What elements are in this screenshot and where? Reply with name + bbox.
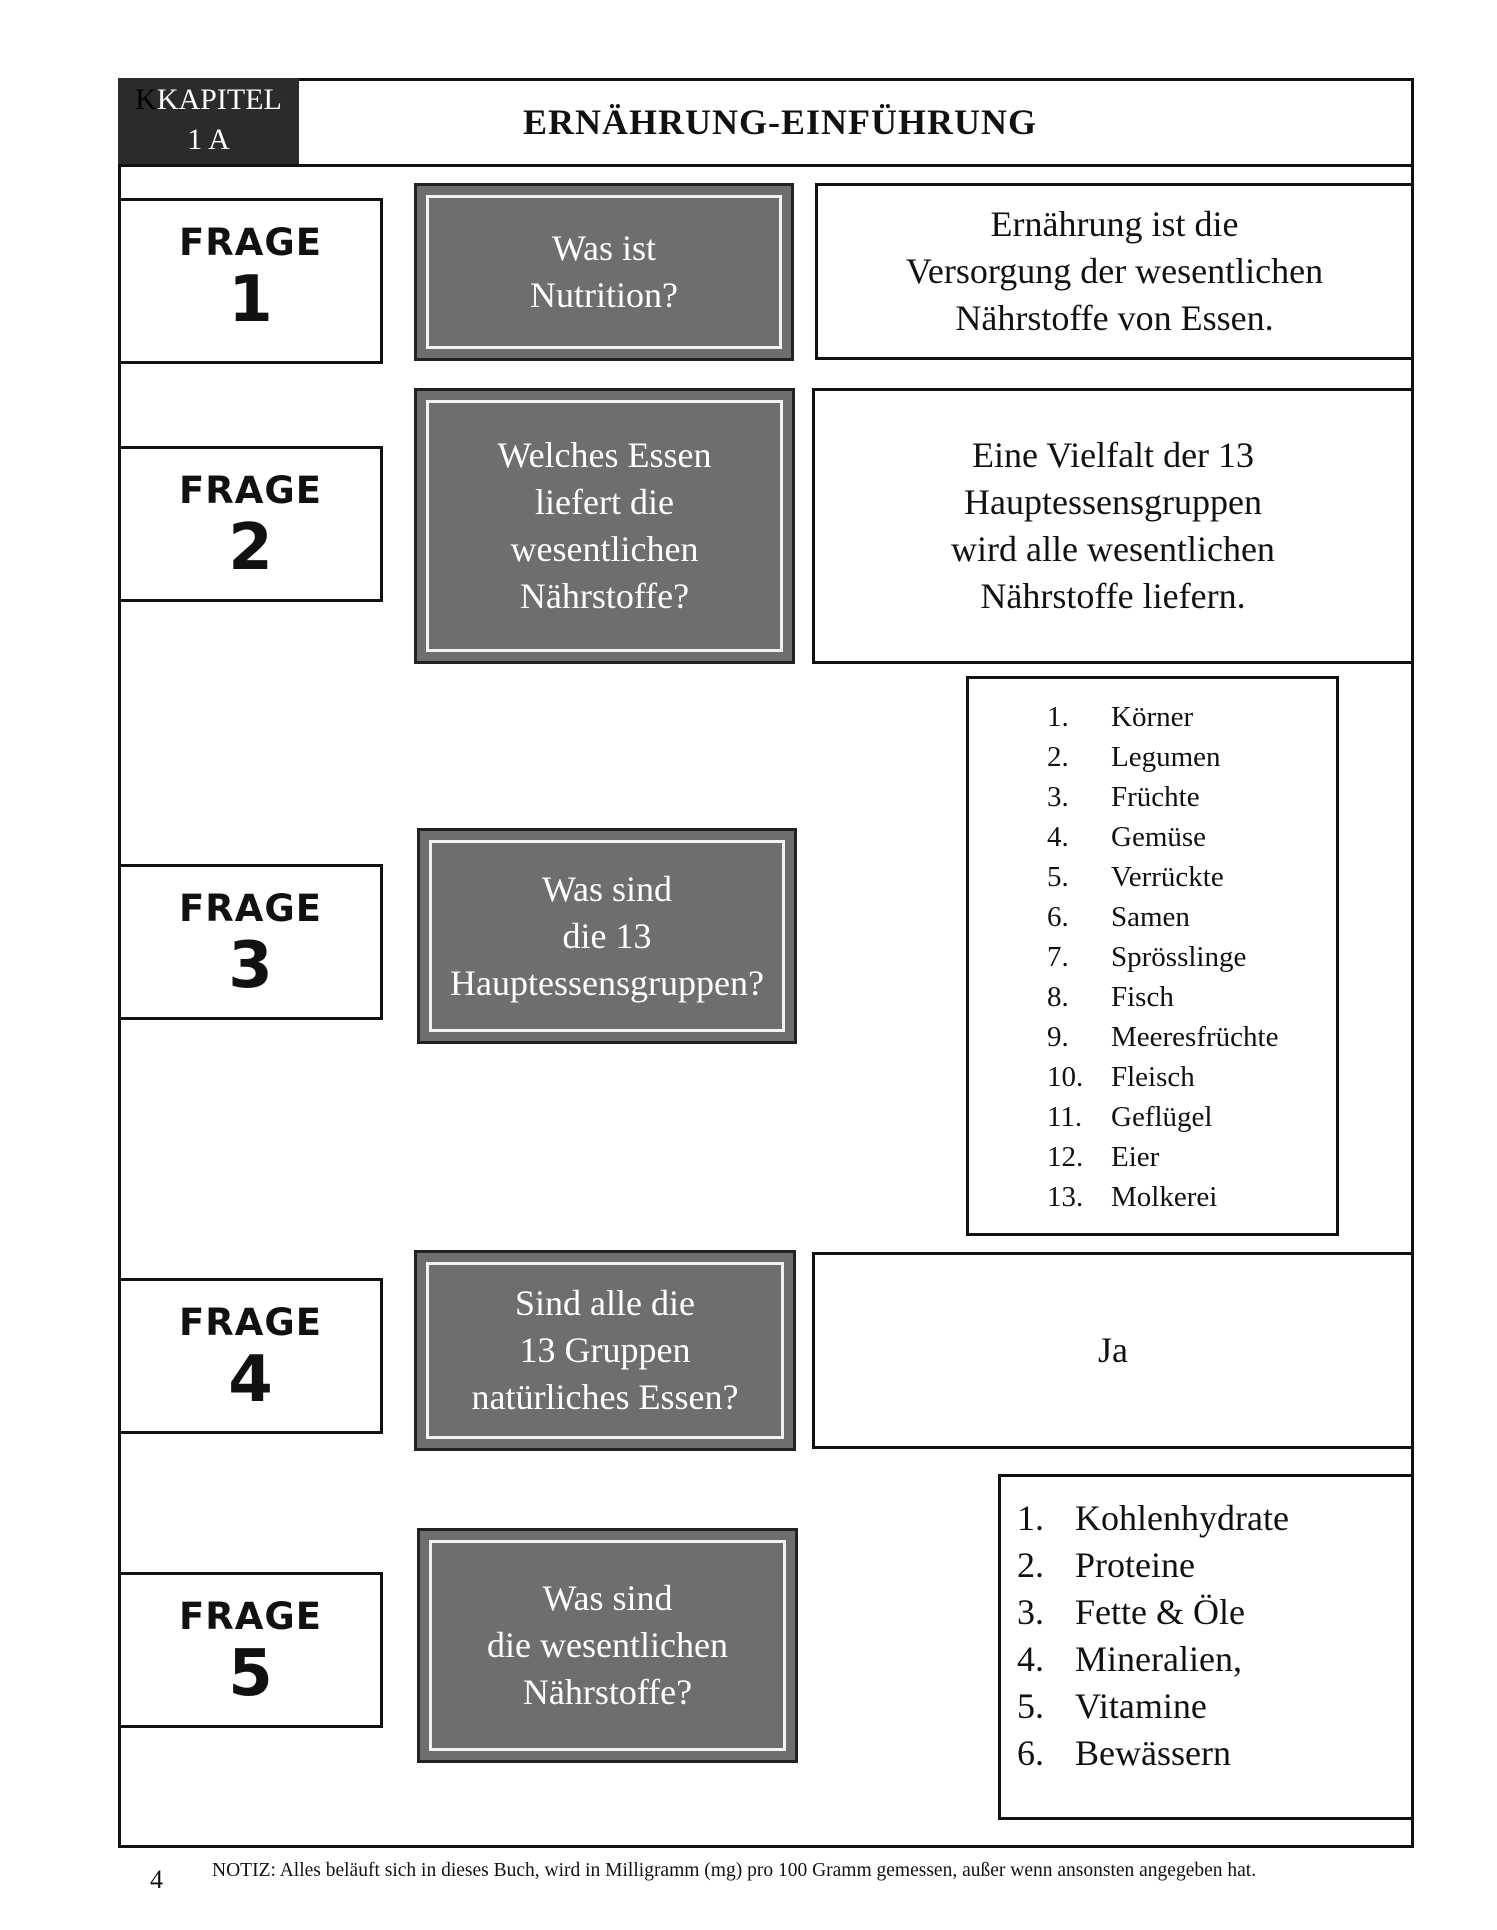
question-label-5 <box>118 1572 383 1728</box>
list-item-text: Kohlenhydrate <box>1075 1498 1289 1538</box>
list-item <box>1047 1177 1336 1217</box>
list-item <box>1047 1097 1336 1137</box>
list-item-number: 13. <box>1047 1181 1084 1213</box>
question-label-2 <box>118 446 383 602</box>
list-item-number: 5. <box>1047 861 1069 893</box>
question-box-4 <box>414 1250 796 1451</box>
list-item-text: Legumen <box>1111 741 1221 773</box>
list-item-text: Gemüse <box>1111 821 1207 853</box>
chapter-ghost-letter: K <box>135 83 157 116</box>
frage-label: FRAGE <box>178 887 323 930</box>
frage-number: 4 <box>228 1343 273 1417</box>
footer-note: NOTIZ: Alles beläuft sich in dieses Buch, wird in Milligramm (mg) pro 100 Gramm gemessen, außer wenn ansonsten angegeben hat. <box>212 1860 1257 1881</box>
chapter-badge <box>118 78 299 166</box>
list-item <box>1047 777 1336 817</box>
list-item <box>1047 977 1336 1017</box>
list-item <box>1017 1730 1411 1777</box>
question-text-3: Was sind die 13 Hauptessensgruppen? <box>429 840 785 1032</box>
frage-number: 5 <box>228 1637 273 1711</box>
list-item-number: 5. <box>1017 1686 1044 1726</box>
list-item-text: Meeresfrüchte <box>1111 1021 1279 1053</box>
question-label-3 <box>118 864 383 1020</box>
list-item-text: Eier <box>1111 1141 1160 1173</box>
list-item <box>1047 857 1336 897</box>
list-item-text: Früchte <box>1111 781 1200 813</box>
question-box-2 <box>414 388 795 664</box>
question-text-4: Sind alle die 13 Gruppen natürliches Essen? <box>426 1262 784 1439</box>
list-item-text: Fisch <box>1111 981 1174 1013</box>
list-item <box>1047 737 1336 777</box>
list-item-number: 3. <box>1047 781 1069 813</box>
list-item-text: Proteine <box>1075 1545 1195 1585</box>
list-item-number: 12. <box>1047 1141 1084 1173</box>
list-item <box>1017 1683 1411 1730</box>
list-item <box>1047 1017 1336 1057</box>
nutrient-list <box>998 1474 1414 1820</box>
list-item <box>1047 817 1336 857</box>
frage-label: FRAGE <box>178 469 323 512</box>
list-item-text: Fette & Öle <box>1075 1592 1245 1632</box>
list-item-text: Samen <box>1111 901 1190 933</box>
list-item-text: Sprösslinge <box>1111 941 1247 973</box>
question-box-5 <box>417 1528 798 1763</box>
list-item-number: 1. <box>1017 1498 1044 1538</box>
list-item <box>1047 697 1336 737</box>
list-item <box>1047 1137 1336 1177</box>
list-item-number: 4. <box>1017 1639 1044 1679</box>
frage-number: 1 <box>228 263 273 337</box>
list-item-text: Verrückte <box>1111 861 1224 893</box>
list-item-number: 6. <box>1047 901 1069 933</box>
list-item-text: Molkerei <box>1111 1181 1218 1213</box>
frage-label: FRAGE <box>178 1595 323 1638</box>
food-group-list <box>966 676 1339 1236</box>
frage-label: FRAGE <box>178 1301 323 1344</box>
frage-number: 3 <box>228 929 273 1003</box>
chapter-number: 1 A <box>187 123 230 156</box>
page-number: 4 <box>150 1865 163 1894</box>
list-item <box>1017 1542 1411 1589</box>
list-item-text: Mineralien, <box>1075 1639 1242 1679</box>
question-text-2: Welches Essen liefert die wesentlichen Nährstoffe? <box>426 400 783 652</box>
answer-box-1: Ernährung ist die Versorgung der wesentlichen Nährstoffe von Essen. <box>815 183 1414 360</box>
list-item-text: Bewässern <box>1075 1733 1231 1773</box>
list-item <box>1047 897 1336 937</box>
header-divider <box>118 164 1414 167</box>
list-item-number: 2. <box>1017 1545 1044 1585</box>
list-item-number: 7. <box>1047 941 1069 973</box>
list-item-number: 4. <box>1047 821 1069 853</box>
list-item-number: 10. <box>1047 1061 1084 1093</box>
list-item-number: 9. <box>1047 1021 1069 1053</box>
list-item-number: 8. <box>1047 981 1069 1013</box>
list-item <box>1047 937 1336 977</box>
list-item-number: 2. <box>1047 741 1069 773</box>
frage-number: 2 <box>228 511 273 585</box>
list-item-number: 6. <box>1017 1733 1044 1773</box>
list-item-text: Geflügel <box>1111 1101 1213 1133</box>
question-text-1: Was ist Nutrition? <box>426 195 782 349</box>
answer-box-2: Eine Vielfalt der 13 Hauptessensgruppen wird alle wesentlichen Nährstoffe liefern. <box>812 388 1414 664</box>
list-item-text: Vitamine <box>1075 1686 1207 1726</box>
list-item-text: Fleisch <box>1111 1061 1195 1093</box>
list-item <box>1017 1589 1411 1636</box>
list-item-number: 1. <box>1047 701 1069 733</box>
question-box-1 <box>414 183 794 361</box>
question-box-3 <box>417 828 797 1044</box>
list-item-number: 11. <box>1047 1101 1083 1133</box>
frage-label: FRAGE <box>178 221 323 264</box>
page-title: ERNÄHRUNG-EINFÜHRUNG <box>523 102 1037 142</box>
list-item <box>1047 1057 1336 1097</box>
list-item <box>1017 1636 1411 1683</box>
chapter-label: KAPITEL <box>156 83 282 116</box>
question-text-5: Was sind die wesentlichen Nährstoffe? <box>429 1540 786 1751</box>
list-item-number: 3. <box>1017 1592 1044 1632</box>
list-item <box>1017 1495 1411 1542</box>
question-label-4 <box>118 1278 383 1434</box>
list-item-text: Körner <box>1111 701 1194 733</box>
question-label-1 <box>118 198 383 364</box>
answer-box-4: Ja <box>812 1252 1414 1449</box>
